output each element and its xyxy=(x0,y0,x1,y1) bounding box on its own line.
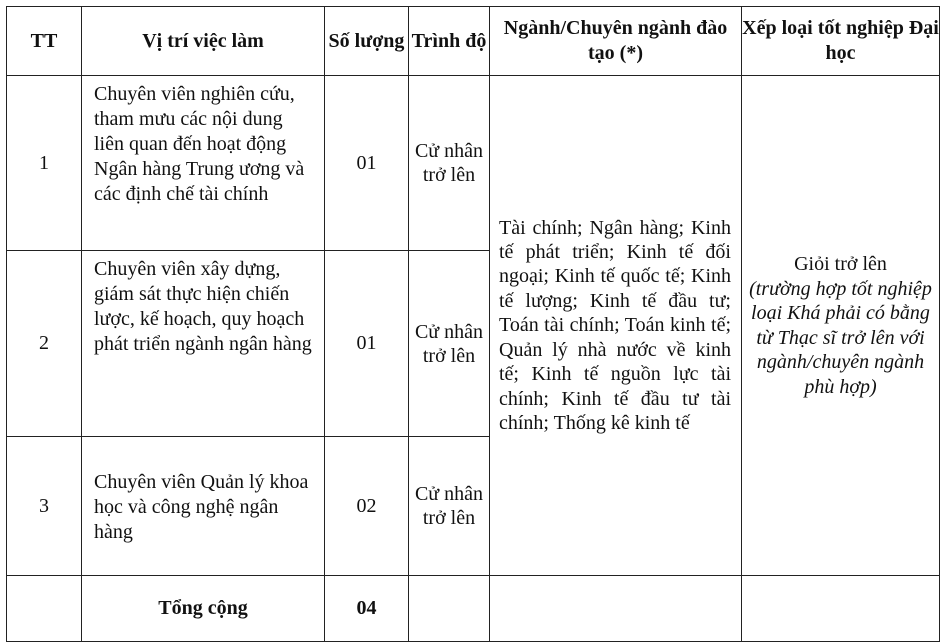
row-tt: 2 xyxy=(7,251,82,437)
row-quantity: 01 xyxy=(325,76,409,251)
total-grade-empty xyxy=(742,576,940,642)
shared-grade-cell xyxy=(742,76,940,576)
header-level: Trình độ xyxy=(409,7,490,76)
row-level: Cử nhân trở lên xyxy=(409,251,490,437)
total-label: Tổng cộng xyxy=(82,576,325,642)
total-tt-empty xyxy=(7,576,82,642)
row-tt: 3 xyxy=(7,437,82,576)
row-tt: 1 xyxy=(7,76,82,251)
total-quantity: 04 xyxy=(325,576,409,642)
header-grade: Xếp loại tốt nghiệp Đại học xyxy=(742,7,940,76)
header-row xyxy=(7,7,940,76)
grade-note: (trường hợp tốt nghiệp loại Khá phải có bằng từ Thạc sĩ trở lên với ngành/chuyên ngành phù hợp) xyxy=(749,277,932,398)
row-quantity: 01 xyxy=(325,251,409,437)
header-quantity: Số lượng xyxy=(325,7,409,76)
header-tt: TT xyxy=(7,7,82,76)
recruitment-table xyxy=(6,6,940,642)
row-level: Cử nhân trở lên xyxy=(409,76,490,251)
total-level-empty xyxy=(409,576,490,642)
row-position: Chuyên viên xây dựng, giám sát thực hiện chiến lược, kế hoạch, quy hoạch phát triển ngành ngân hàng xyxy=(82,251,325,437)
table-row xyxy=(7,76,940,251)
row-level: Cử nhân trở lên xyxy=(409,437,490,576)
header-position: Vị trí việc làm xyxy=(82,7,325,76)
header-major: Ngành/Chuyên ngành đào tạo (*) xyxy=(490,7,742,76)
total-row xyxy=(7,576,940,642)
grade-main: Giỏi trở lên xyxy=(794,253,887,275)
row-position: Chuyên viên Quản lý khoa học và công nghệ ngân hàng xyxy=(82,437,325,576)
row-quantity: 02 xyxy=(325,437,409,576)
row-position: Chuyên viên nghiên cứu, tham mưu các nội dung liên quan đến hoạt động Ngân hàng Trung ương và các định chế tài chính xyxy=(82,76,325,251)
shared-major-cell: Tài chính; Ngân hàng; Kinh tế phát triển; Kinh tế đối ngoại; Kinh tế quốc tế; Kinh tế lượng; Kinh tế đầu tư; Toán tài chính; Toán kinh tế; Quản lý nhà nước về kinh tế; Kinh tế nguồn lực tài chính; Kinh tế đầu tư tài chính; Thống kê kinh tế xyxy=(490,76,742,576)
total-major-empty xyxy=(490,576,742,642)
